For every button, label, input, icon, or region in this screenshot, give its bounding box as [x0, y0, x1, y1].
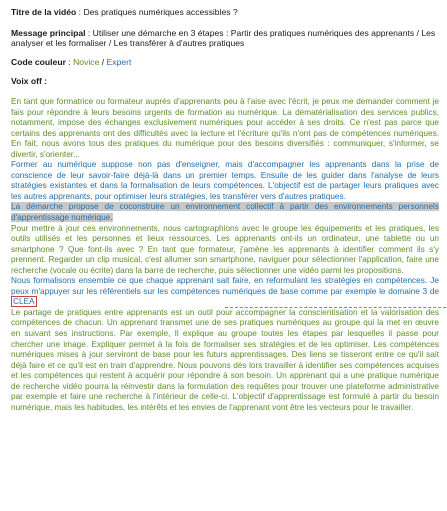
- video-title-line: [11, 7, 439, 18]
- color-code-slash: /: [99, 56, 107, 67]
- paragraph-novice-3: Le partage de pratiques entre apprenants est un outil pour accompagner la conscientisation et la valorisation des compétences de chacun. Un apprenant transmet une de ses pratiques numériques au groupe qui la met en œuvre en suivant ses instructions. Par exemple, Il explique au groupe toutes les étapes par lesquelles il passe pour chercher une image. Expliquer permet à la fois de formaliser ses stratégies et de les optimiser. Les compétences numériques mises à jour serviront de base pour les futurs apprentissages. Des liens se tisseront entre ce qu'il sait déjà faire et ce qu'il est en train d'apprendre. Nous pouvons dès lors travailler à identifier ses compétences acquises et les compétences qui restent à acquérir pour répondre à son besoin. Un apprenant qui a une pratique numérique de recherche vidéo pourra la réinvestir dans la formulation des requêtes pour trouver une plateforme administrative par exemple et faire une recherche à l'intérieur de celle-ci. L'objectif d'apprentissage est formulé à partir du besoin numérique, mais les habitudes, les intérêts et les envies de l'apprenant vont être les vecteurs pour le travailler.: [11, 307, 439, 412]
- clea-tracked-word: CLEA: [13, 297, 35, 307]
- main-message-line: [11, 28, 439, 49]
- voice-over-colon: :: [41, 76, 48, 87]
- color-code-sep: :: [65, 56, 74, 67]
- main-message-label: Message principal: [11, 27, 86, 38]
- expert-label: Expert: [106, 56, 132, 67]
- paragraph-expert-2-text: Nous formalisons ensemble ce que chaque apprenant sait faire, en reformulant les stratégies en compétences. Je peux m'appuyer sur les référentiels sur les compétences numériques de base comme par exemple le domaine 3 de: [11, 276, 439, 296]
- paragraph-highlighted: [11, 202, 439, 223]
- main-message-text: : Utiliser une démarche en 3 étapes : Partir des pratiques numériques des apprenants / Les analyser et les formaliser / Les transférer à d'autres pratiques: [11, 27, 436, 49]
- color-code-line: [11, 57, 439, 68]
- paragraph-novice-1: En tant que formatrice ou formateur auprès d'apprenants peu à l'aise avec l'écrit, je peux me demander comment je fais pour répondre à leurs besoins urgents de formation au numérique. La dématérialisation des services publics, notamment, impose des échanges exclusivement numériques pour accéder à ses droits. Ce n'est pas parce que certains des apprenants ont des difficultés avec la lecture et l'écriture qu'ils n'ont pas de compétences numériques. En fait, nous avons tous des pratiques du numérique pour des besoins diversifiés : communiquer, s'informer, se divertir, s'orienter...: [11, 96, 439, 159]
- paragraph-expert-2: [11, 276, 439, 308]
- highlighted-text: La démarche propose de coconstruire un environnement collectif à partir des environnements personnels d'apprentissage numérique.: [11, 202, 439, 222]
- paragraph-novice-2: Pour mettre à jour ces environnements, nous cartographions avec le groupe les équipements et les pratiques, les outils utilisés et les personnes et lieux ressources. Les apprenants ont-ils un ordinateur, une tablette ou un smartphone ? Que font-ils avec ? En tant que formateur, j'amène les apprenants à identifier comment ils s'y prennent. Regarder un clip musical, c'est allumer son smartphone, naviguer pour sélectionner l'application, faire une recherche (vocale ou écrite) dans la barre de recherche, puis sélectionner une vidéo parmi les propositions.: [11, 223, 439, 275]
- novice-label: Novice: [73, 56, 100, 67]
- tracked-change-line: [225, 307, 447, 308]
- paragraph-expert-1: Former au numérique suppose non pas d'enseigner, mais d'accompagner les apprenants dans la prise de conscience de leur savoir-faire déjà-là dans un premier temps. Ensuite de les guider dans l'analyse de leurs stratégies existantes et dans la formalisation de leurs compétences. L'objectif est de partager leurs pratiques avec les autres apprenants, pour optimiser leurs stratégies, les transférer vers d'autres pratiques.: [11, 160, 439, 201]
- video-title-text: : Des pratiques numériques accessibles ?: [76, 7, 238, 17]
- color-code-label: Code couleur: [11, 56, 66, 67]
- voice-over-heading: [11, 76, 439, 87]
- video-title-label: Titre de la vidéo: [11, 7, 77, 17]
- voice-over-label: Voix off: [11, 76, 42, 87]
